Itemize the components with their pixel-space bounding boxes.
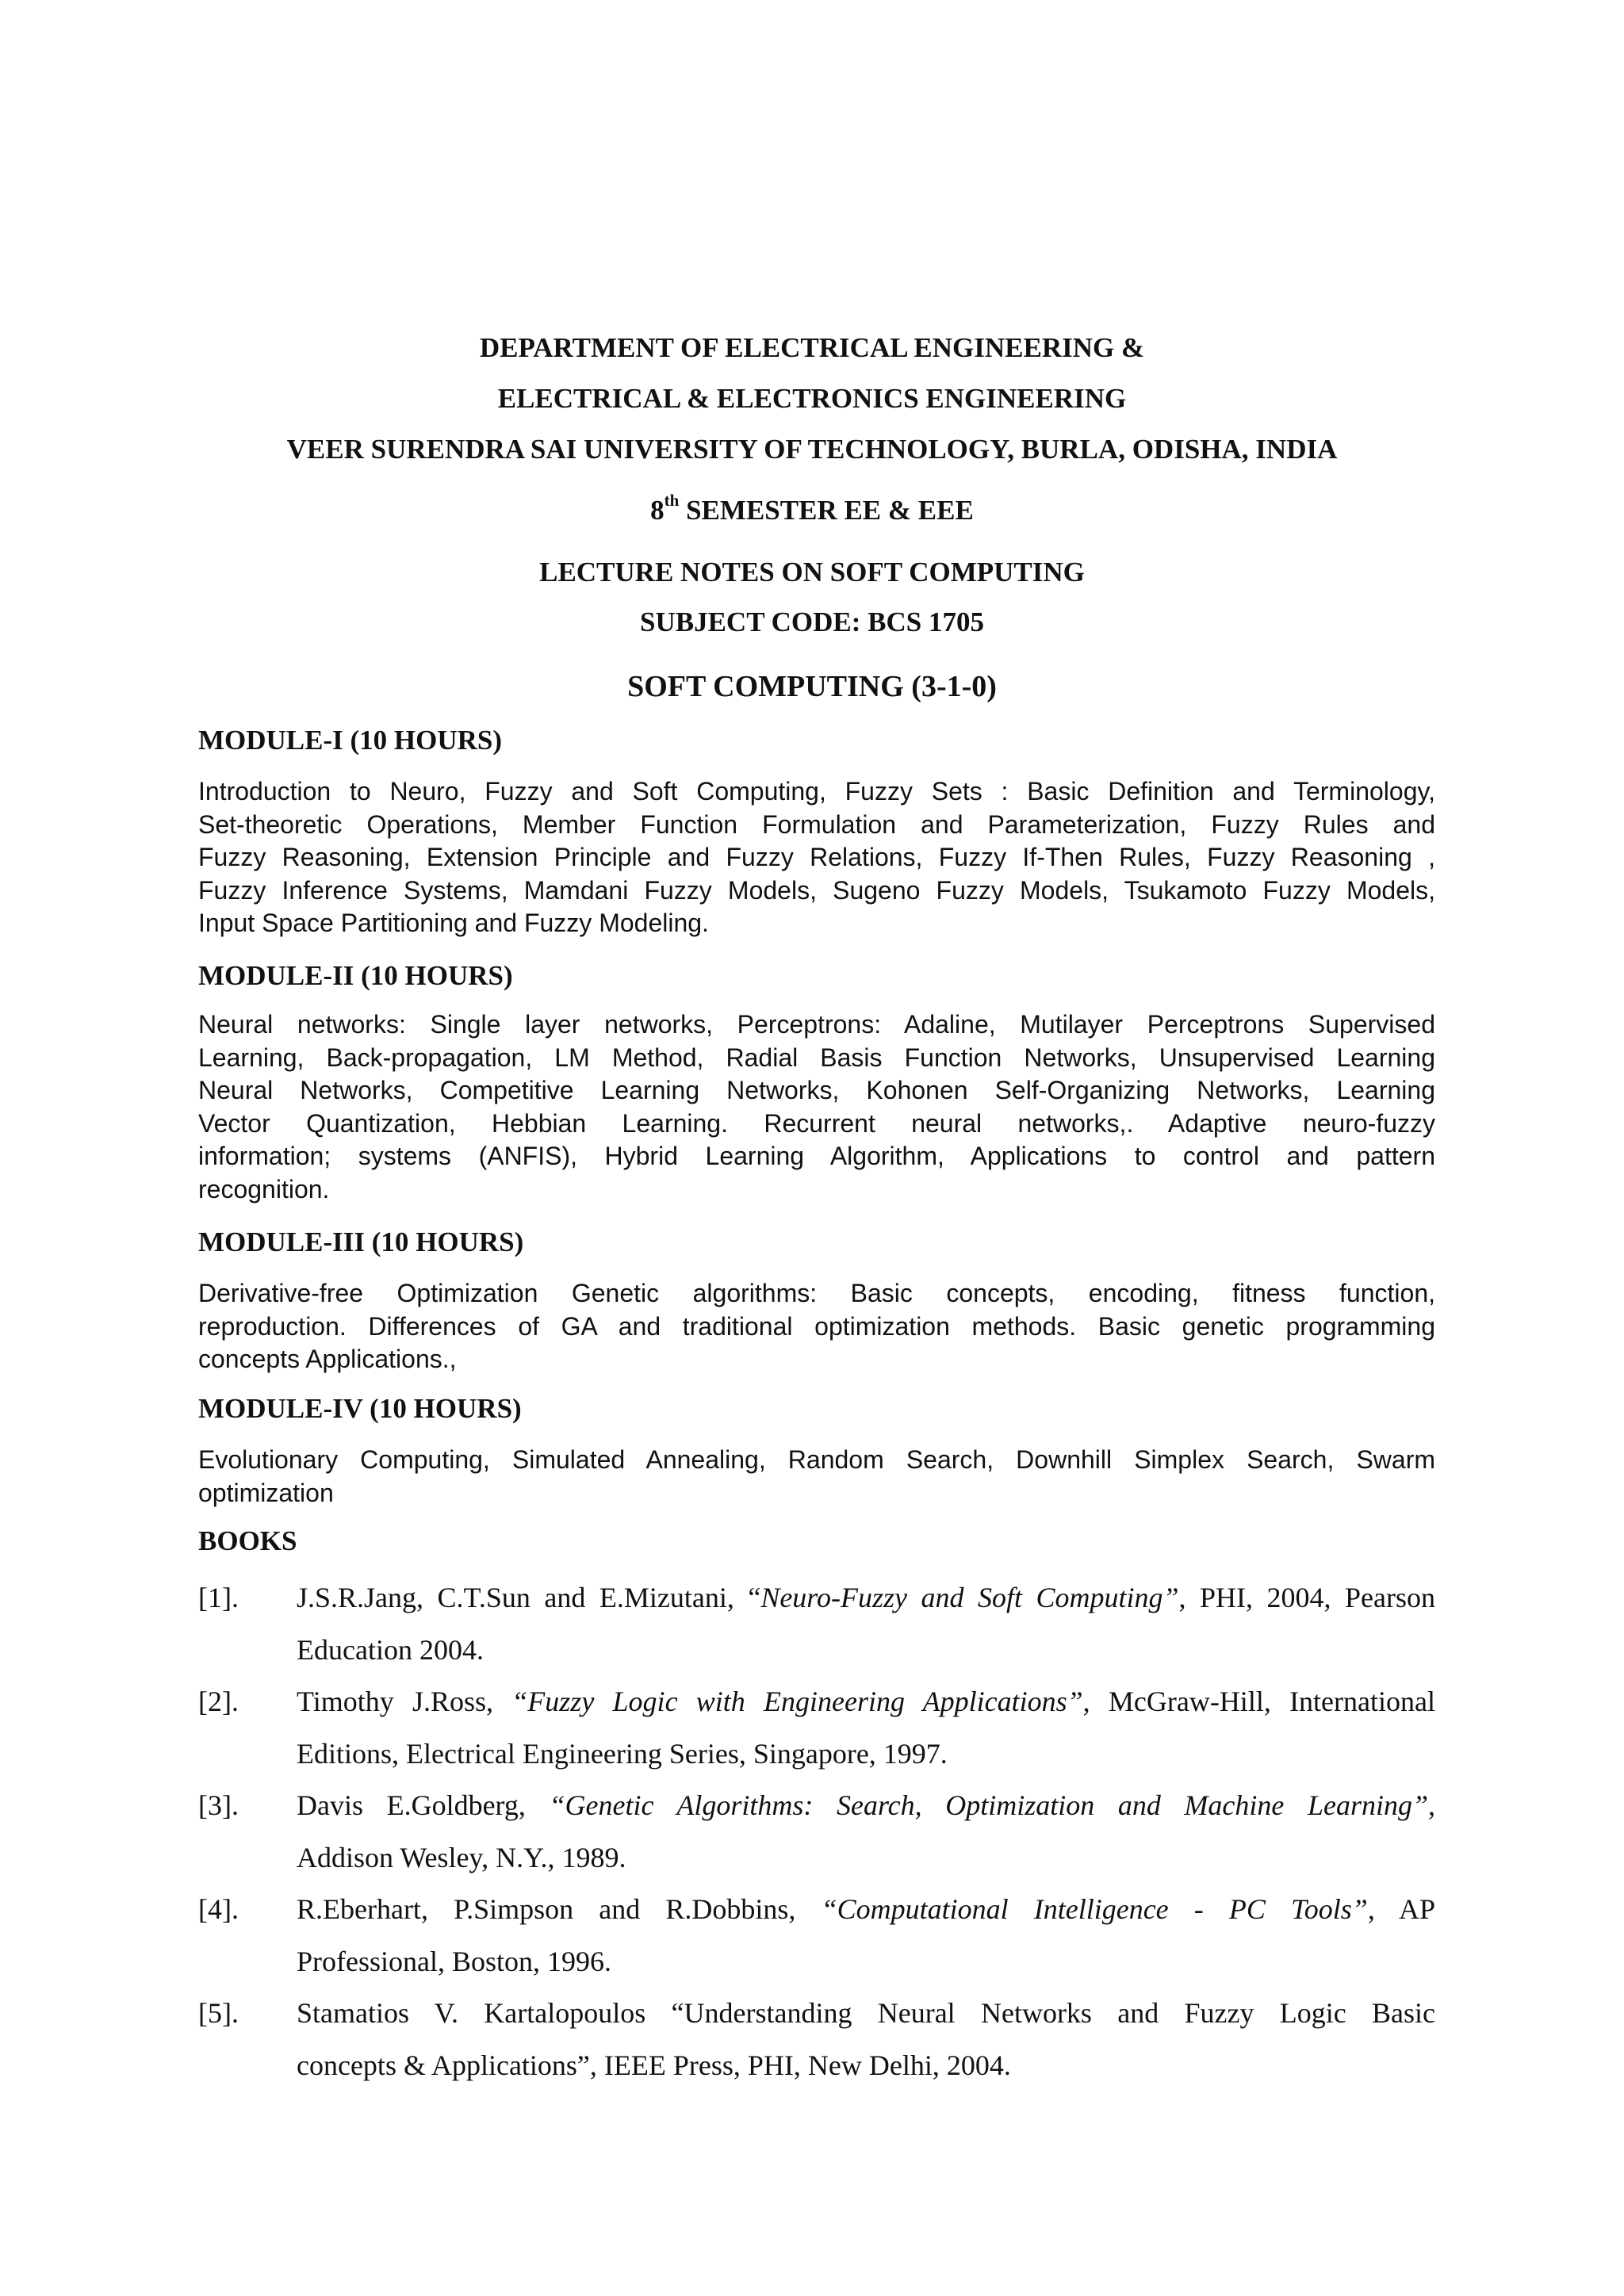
book-title: “Computational Intelligence - PC Tools” [821,1893,1368,1925]
module-2-line: recognition. [198,1174,330,1203]
lecture-notes-title: LECTURE NOTES ON SOFT COMPUTING [539,557,1085,587]
book-title: “Genetic Algorithms: Search, Optimization and Machine Learning” [549,1789,1429,1821]
book-number: [2]. [198,1686,239,1717]
book-number: [4]. [198,1893,239,1925]
module-4-body [198,1444,1435,1510]
semester-superscript: th [664,491,680,511]
subject-code: SUBJECT CODE: BCS 1705 [639,607,985,637]
book-publisher: , McGraw-Hill, International [1082,1686,1435,1717]
book-number: [5]. [198,1997,239,2029]
book-citation-continued: Addison Wesley, N.Y., 1989. [297,1842,626,1873]
module-4-line: Evolutionary Computing, Simulated Annealing, Random Search, Downhill Simplex Search, Swarm [198,1445,1435,1474]
module-3-line: Derivative-free Optimization Genetic algorithms: Basic concepts, encoding, fitness function, [198,1279,1435,1307]
book-title: Neuro-Fuzzy and Soft Computing” [760,1582,1179,1613]
semester-number: 8 [650,495,665,526]
book-number: [3]. [198,1789,239,1821]
book-publisher: , PHI, 2004, Pearson [1178,1582,1435,1613]
module-2-line: Neural networks: Single layer networks, Perceptrons: Adaline, Mutilayer Perceptrons Supervised [198,1010,1435,1039]
book-entry [198,1987,1435,2091]
module-1-line: Fuzzy Inference Systems, Mamdani Fuzzy Models, Sugeno Fuzzy Models, Tsukamoto Fuzzy Models, [198,875,1435,905]
book-publisher: , AP [1367,1893,1435,1925]
module-1-line: Input Space Partitioning and Fuzzy Modeling. [198,909,709,937]
book-citation-continued: Professional, Boston, 1996. [297,1946,612,1977]
book-citation-continued: concepts & Applications”, IEEE Press, PHI, New Delhi, 2004. [297,2049,1011,2081]
module-1-line: Introduction to Neuro, Fuzzy and Soft Computing, Fuzzy Sets : Basic Definition and Terminology, [198,777,1435,806]
books-heading: BOOKS [198,1525,297,1556]
book-citation: Stamatios V. Kartalopoulos “Understanding Neural Networks and Fuzzy Logic Basic [297,1997,1435,2029]
module-2-line: information; systems (ANFIS), Hybrid Learning Algorithm, Applications to control and pattern [198,1142,1435,1170]
book-citation: Timothy J.Ross, [297,1686,512,1717]
module-1-line: Set-theoretic Operations, Member Function Formulation and Parameterization, Fuzzy Rules and [198,809,1435,839]
book-citation: Davis E.Goldberg, [297,1789,550,1821]
module-2-body [198,1008,1435,1206]
book-title: “Fuzzy Logic with Engineering Applications” [511,1686,1083,1717]
module-3-line: reproduction. Differences of GA and traditional optimization methods. Basic genetic programming [198,1311,1435,1341]
module-2-heading: MODULE-II (10 HOURS) [198,960,513,991]
book-citation: J.S.R.Jang, C.T.Sun and E.Mizutani, “ [297,1582,761,1613]
module-1-body [198,775,1435,940]
course-title: SOFT COMPUTING (3-1-0) [627,670,997,703]
semester-text: SEMESTER EE & EEE [679,495,974,526]
module-4-heading: MODULE-IV (10 HOURS) [198,1393,522,1424]
department-line-1: DEPARTMENT OF ELECTRICAL ENGINEERING & [479,332,1145,363]
book-citation-continued: Education 2004. [297,1634,484,1666]
module-3-line: concepts Applications., [198,1345,457,1373]
book-publisher: , [1428,1789,1436,1821]
module-2-line: Vector Quantization, Hebbian Learning. Recurrent neural networks,. Adaptive neuro-fuzzy [198,1108,1435,1138]
module-3-body [198,1277,1435,1376]
module-4-line: optimization [198,1478,334,1507]
module-2-line: Learning, Back-propagation, LM Method, Radial Basis Function Networks, Unsupervised Learning [198,1043,1435,1072]
book-entry [198,1675,1435,1780]
book-entry [198,1779,1435,1884]
module-1-heading: MODULE-I (10 HOURS) [198,725,503,756]
book-entry [198,1571,1435,1676]
department-line-2: ELECTRICAL & ELECTRONICS ENGINEERING [497,383,1127,414]
module-3-heading: MODULE-III (10 HOURS) [198,1226,524,1257]
module-2-line: Neural Networks, Competitive Learning Networks, Kohonen Self-Organizing Networks, Learning [198,1076,1435,1104]
book-citation-continued: Editions, Electrical Engineering Series, Singapore, 1997. [297,1738,948,1770]
book-number: [1]. [198,1582,239,1613]
book-citation: R.Eberhart, P.Simpson and R.Dobbins, [297,1893,822,1925]
book-entry [198,1883,1435,1988]
module-1-line: Fuzzy Reasoning, Extension Principle and Fuzzy Relations, Fuzzy If-Then Rules, Fuzzy Reasoning , [198,843,1435,871]
university-name: VEER SURENDRA SAI UNIVERSITY OF TECHNOLOGY, BURLA, ODISHA, INDIA [286,434,1338,465]
semester-line [0,493,1624,528]
